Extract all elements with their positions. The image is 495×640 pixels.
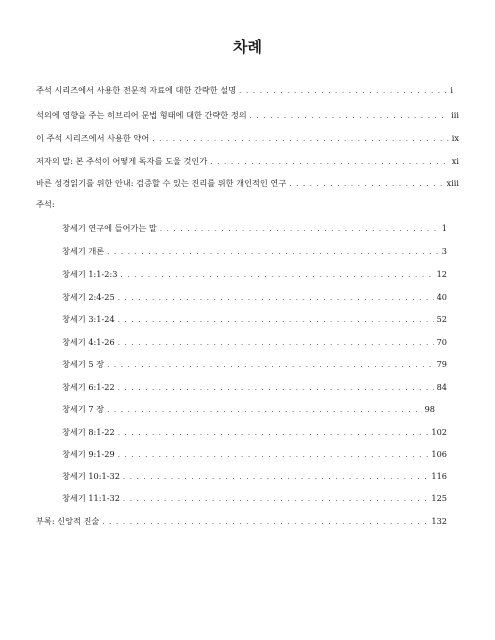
toc-entry	[36, 154, 459, 168]
toc-entry-label: 바른 성경읽기를 위한 안내: 검증할 수 있는 진리를 위한 개인적인 연구	[36, 178, 287, 188]
dot-leader	[152, 132, 449, 146]
toc-entry-page: 79	[436, 359, 447, 369]
toc-entry-page: 3	[441, 246, 447, 256]
toc-entry	[62, 267, 447, 281]
toc-entry-page: 106	[431, 449, 447, 459]
toc-entry-page: 52	[436, 314, 447, 324]
dot-leader	[118, 291, 434, 305]
dot-leader	[118, 426, 429, 440]
toc-entry-label: 창세기 8:1-22	[62, 427, 115, 437]
dot-leader	[107, 358, 434, 372]
dot-leader	[118, 336, 434, 350]
toc-entry-page: xiii	[446, 178, 459, 188]
dot-leader	[210, 155, 448, 169]
toc-entry-label: 창세기 2:4-25	[62, 292, 115, 302]
toc-entry-page: 70	[436, 337, 447, 347]
dot-leader	[123, 492, 428, 506]
dot-leader	[160, 222, 439, 236]
toc-entry-label: 이 주석 시리즈에서 사용한 약어	[36, 133, 150, 143]
toc-entry-label: 창세기 7 장	[62, 404, 105, 414]
toc-entry-page: 102	[431, 427, 447, 437]
toc-entry-label: 창세기 9:1-29	[62, 449, 115, 459]
toc-entry	[62, 244, 447, 258]
toc-entry-label: 창세기 5 장	[62, 359, 105, 369]
toc-entry	[36, 514, 447, 528]
toc-entry-label: 저자의 말: 본 주석이 어떻게 독자를 도울 것인가	[36, 156, 208, 166]
dot-leader	[239, 84, 447, 98]
page-title: 차례	[233, 38, 262, 56]
toc-entry-label: 창세기 11:1-32	[62, 493, 120, 503]
dot-leader	[102, 515, 428, 529]
toc-entry-label: 창세기 개론	[62, 246, 105, 256]
dot-leader	[107, 245, 439, 259]
toc-entry-page: 132	[431, 516, 447, 526]
toc-entry-label: 창세기 연구에 들어가는 말	[62, 223, 157, 233]
toc-entry-label: 창세기 10:1-32	[62, 471, 120, 481]
toc-entry-page: 1	[441, 223, 447, 233]
dot-leader	[250, 109, 449, 123]
dot-leader	[118, 313, 434, 327]
dot-leader	[118, 381, 434, 395]
toc-entry-label: 주석 시리즈에서 사용한 전문적 자료에 대한 간략한 설명	[36, 85, 237, 95]
toc-entry	[62, 335, 447, 349]
dot-leader	[123, 470, 428, 484]
toc-entry	[36, 108, 459, 122]
toc-entry-label: 부록: 신앙적 진술	[36, 516, 100, 526]
toc-entry	[62, 312, 447, 326]
toc-entry-page: 125	[431, 493, 447, 503]
toc-entry-page: 84	[436, 382, 447, 392]
toc-entry	[62, 221, 447, 235]
section-label: 주석:	[36, 199, 55, 209]
toc-entry	[62, 380, 447, 394]
toc-entry-page: 116	[431, 471, 447, 481]
toc-entry-label: 창세기 6:1-22	[62, 382, 115, 392]
toc-entry	[62, 469, 447, 483]
toc-entry	[62, 357, 447, 371]
toc-entry	[36, 131, 459, 145]
toc-entry-page: i	[450, 85, 453, 95]
toc-entry-page: 98	[424, 404, 435, 414]
toc-entry	[62, 491, 447, 505]
toc-entry-page: xi	[451, 156, 459, 166]
dot-leader	[120, 268, 433, 282]
toc-entry-page: 12	[436, 269, 447, 279]
dot-leader	[107, 403, 422, 417]
toc-entry-label: 석의에 영향을 주는 히브리어 문법 형태에 대한 간략한 정의	[36, 110, 247, 120]
dot-leader	[118, 448, 429, 462]
toc-entry-page: 40	[436, 292, 447, 302]
toc-entry	[62, 425, 447, 439]
toc-entry-page: ix	[451, 133, 459, 143]
toc-entry-label: 창세기 1:1-2:3	[62, 269, 118, 279]
toc-entry	[62, 290, 447, 304]
toc-entry	[36, 176, 459, 190]
toc-entry-page: iii	[451, 110, 459, 120]
toc-entry	[62, 402, 435, 416]
dot-leader	[289, 177, 443, 191]
toc-entry-label: 창세기 4:1-26	[62, 337, 115, 347]
toc-entry	[62, 447, 447, 461]
toc-entry-label: 창세기 3:1-24	[62, 314, 115, 324]
toc-entry	[36, 83, 453, 97]
